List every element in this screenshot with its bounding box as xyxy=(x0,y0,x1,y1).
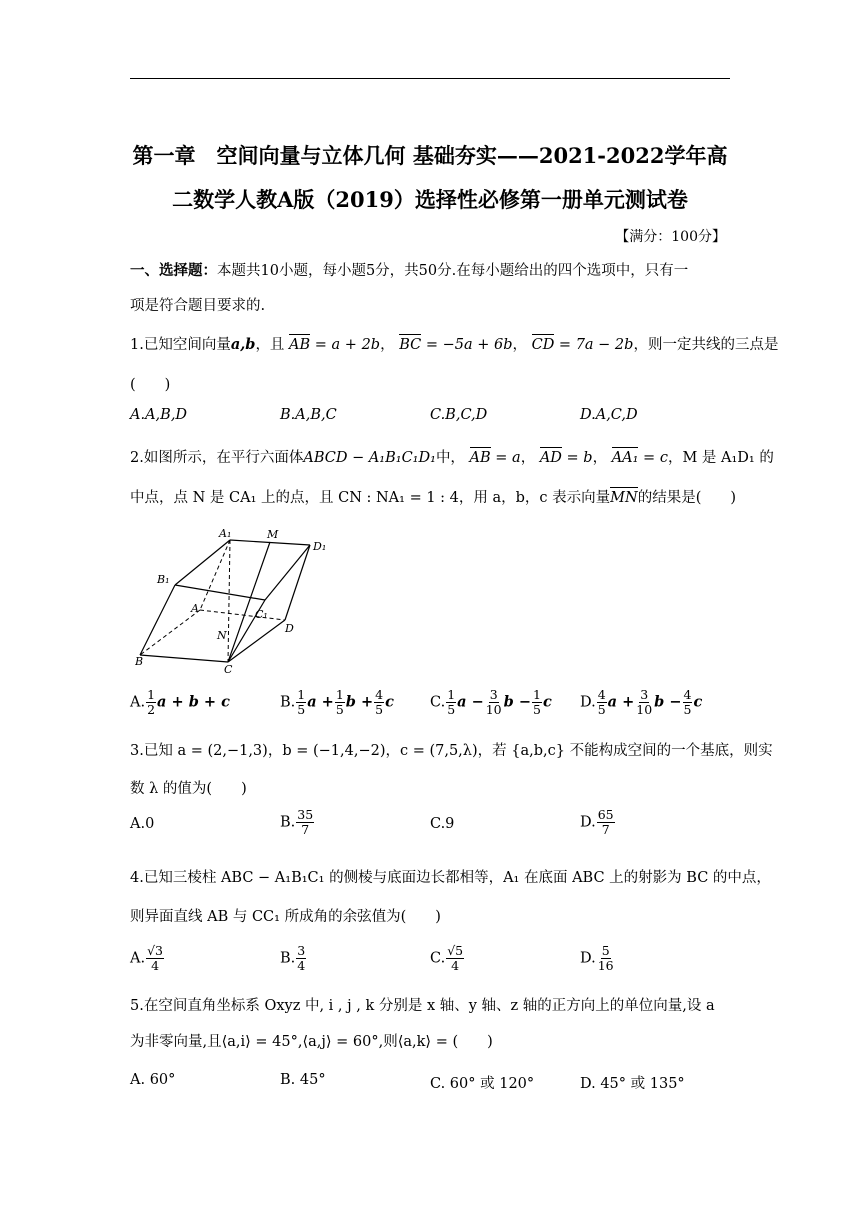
label-d: D xyxy=(285,622,294,635)
parallelepiped-figure xyxy=(135,525,335,675)
q4-option-b[interactable]: B. $\frac{3}{4}$ xyxy=(280,943,306,973)
label-a: A xyxy=(191,602,199,615)
label-d1: D₁ xyxy=(313,540,327,553)
label-c1: C₁ xyxy=(255,608,268,621)
q4-option-c[interactable]: C. $\frac{√5}{4}$ xyxy=(430,943,464,973)
label-n: N xyxy=(217,629,227,642)
label-b: B xyxy=(135,655,144,668)
q3-option-d[interactable]: D. $\frac{65}{7}$ xyxy=(580,807,614,837)
label-c: C xyxy=(224,663,233,675)
q5-option-d[interactable]: D. 45° 或 135° xyxy=(580,1076,685,1092)
q1-option-c[interactable]: C.B,C,D xyxy=(430,407,488,423)
question-3-stem: 3.已知 a = (2,−1,3)，b = (−1,4,−2)，c = (7,5,λ)，若 {a,b,c} 不能构成空间的一个基底，则实 xyxy=(130,743,773,759)
title-line-2: 二数学人教A版（2019）选择性必修第一册单元测试卷 xyxy=(172,187,688,212)
q3-option-b[interactable]: B. $\frac{35}{7}$ xyxy=(280,807,314,837)
q5-option-a[interactable]: A. 60° xyxy=(130,1072,176,1088)
q4-option-a[interactable]: A. $\frac{√3}{4}$ xyxy=(130,943,164,973)
q2-option-a[interactable]: A. $\frac{1}{2}$ a + b + c xyxy=(130,687,230,717)
section-heading: 一、选择题： xyxy=(130,262,217,279)
section-intro: 一、选择题：本题共10小题，每小题5分，共50分.在每小题给出的四个选项中，只有一 xyxy=(130,262,689,279)
q5-option-c[interactable]: C. 60° 或 120° xyxy=(430,1076,535,1092)
question-1-paren: ( ) xyxy=(130,377,171,393)
label-a1: A₁ xyxy=(219,527,232,540)
q1-option-a[interactable]: A.A,B,D xyxy=(130,407,188,423)
label-m: M xyxy=(267,528,279,541)
question-2-stem-cont: 中点，点 N 是 CA₁ 上的点，且 CN : NA₁ = 1 : 4，用 a，b，c 表示向量MN的结果是( ) xyxy=(130,490,737,506)
header-rule xyxy=(130,78,730,79)
section-intro-cont: 项是符合题目要求的. xyxy=(130,298,266,314)
question-3-stem-cont: 数 λ 的值为( ) xyxy=(130,781,247,797)
q2-option-c[interactable]: C. $\frac{1}{5}$ a − $\frac{3}{10}$ b − $\frac{1}{5}$ c xyxy=(430,687,552,717)
question-5-stem: 5.在空间直角坐标系 Oxyz 中, i , j , k 分别是 x 轴、y 轴、z 轴的正方向上的单位向量,设 a xyxy=(130,998,715,1014)
q2-option-b[interactable]: B. $\frac{1}{5}$ a + $\frac{1}{5}$ b + $\frac{4}{5}$ c xyxy=(280,687,394,717)
q3-option-c[interactable]: C.9 xyxy=(430,816,455,832)
question-5-stem-cont: 为非零向量,且⟨a,i⟩ = 45°,⟨a,j⟩ = 60°,则⟨a,k⟩ = ( ) xyxy=(130,1034,493,1050)
q3-option-a[interactable]: A.0 xyxy=(130,816,155,832)
question-4-stem: 4.已知三棱柱 ABC − A₁B₁C₁ 的侧棱与底面边长都相等，A₁ 在底面 ABC 上的射影为 BC 的中点， xyxy=(130,870,771,886)
question-4-stem-cont: 则异面直线 AB 与 CC₁ 所成角的余弦值为( ) xyxy=(130,909,441,925)
question-1-stem: 1.已知空间向量a,b，且 AB = a + 2b， BC = −5a + 6b， CD = 7a − 2b，则一定共线的三点是 xyxy=(130,336,779,353)
label-b1: B₁ xyxy=(157,573,170,586)
q1-option-d[interactable]: D.A,C,D xyxy=(580,407,638,423)
question-2-stem: 2.如图所示，在平行六面体ABCD − A₁B₁C₁D₁中， AB = a， AD = b， AA₁ = c，M 是 A₁D₁ 的 xyxy=(130,450,774,466)
score-label: 【满分：100分】 xyxy=(615,229,726,245)
q1-option-b[interactable]: B.A,B,C xyxy=(280,407,337,423)
q4-option-d[interactable]: D. $\frac{5}{16}$ xyxy=(580,943,614,973)
q2-option-d[interactable]: D. $\frac{4}{5}$ a + $\frac{3}{10}$ b − $\frac{4}{5}$ c xyxy=(580,687,703,717)
title-line-1: 第一章 空间向量与立体几何 基础夯实——2021-2022学年高 xyxy=(132,143,728,168)
q5-option-b[interactable]: B. 45° xyxy=(280,1072,326,1088)
